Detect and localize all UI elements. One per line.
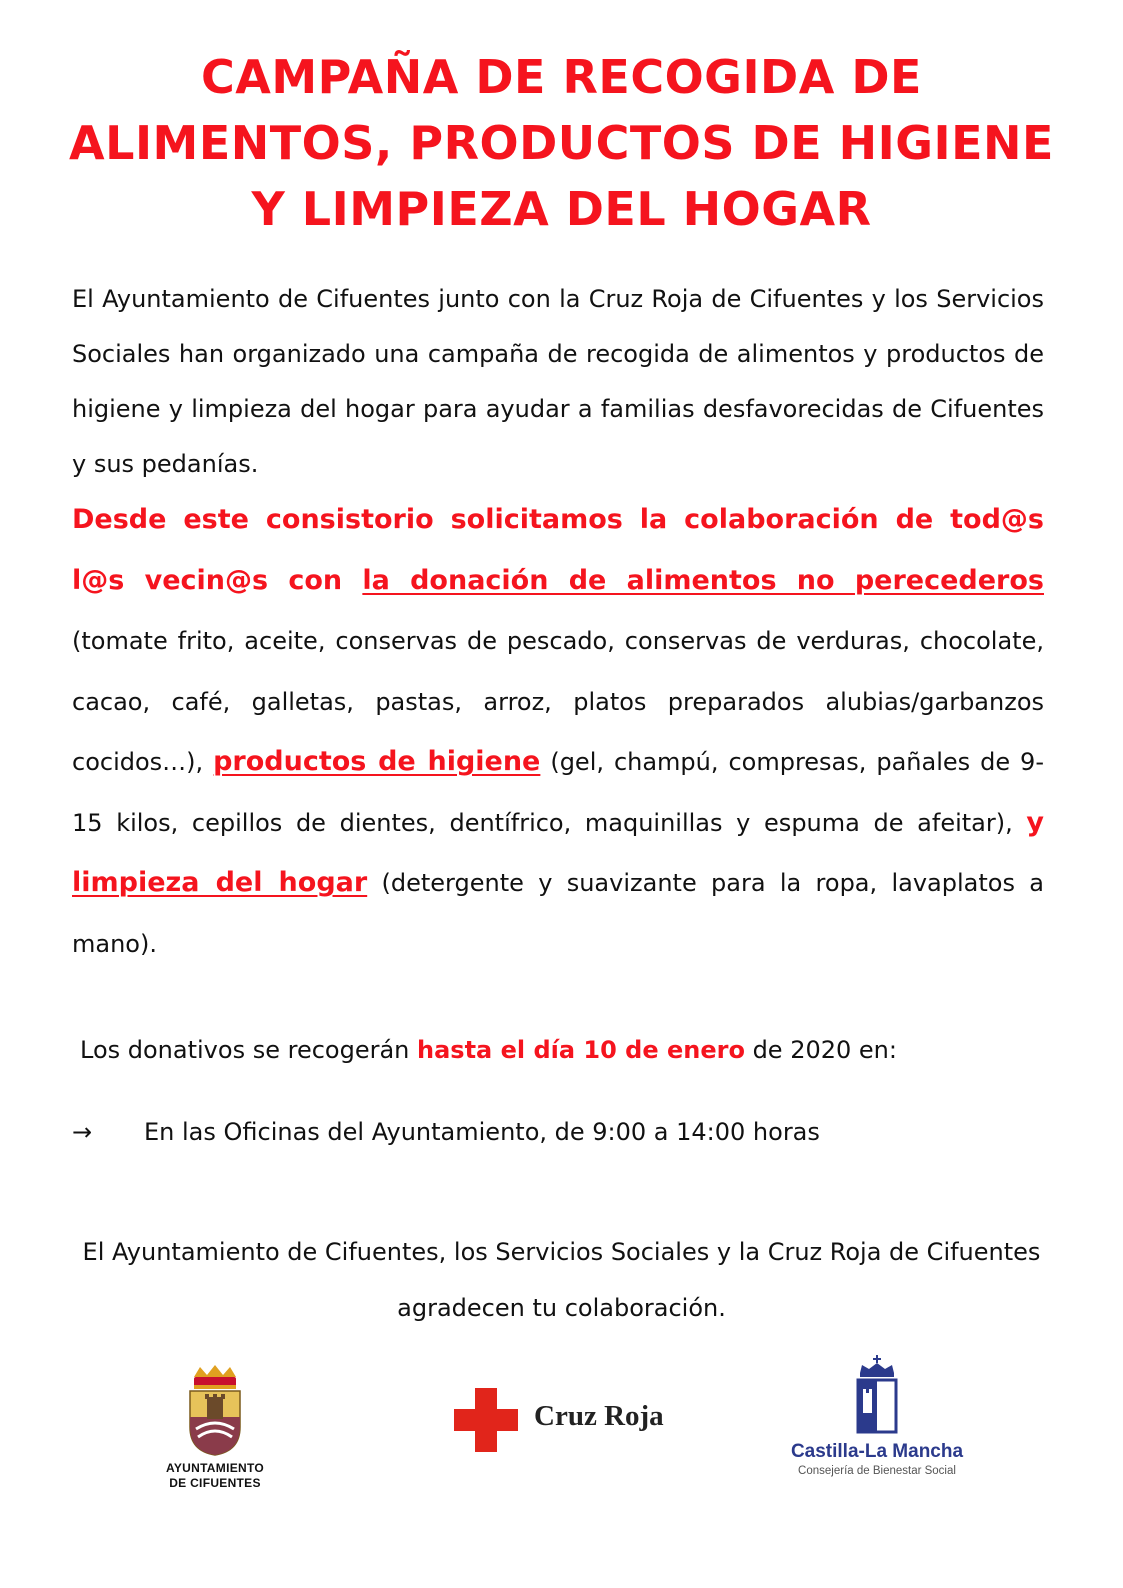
red-cross-icon (452, 1386, 520, 1454)
deadline-line (80, 1036, 897, 1064)
thanks-block (50, 1224, 1073, 1336)
clm-name: Castilla-La Mancha (790, 1441, 964, 1462)
cifuentes-caption-2: DE CIFUENTES (169, 1476, 261, 1490)
deadline-after: de 2020 en: (744, 1036, 897, 1064)
castilla-la-mancha-logo (782, 1355, 972, 1490)
deadline-highlight: hasta el día 10 de enero (417, 1036, 745, 1064)
title-line-1: CAMPAÑA DE RECOGIDA DE (201, 50, 922, 104)
thanks-line-2: agradecen tu colaboración. (397, 1294, 726, 1322)
cifuentes-logo (150, 1365, 280, 1505)
title-line-3: Y LIMPIEZA DEL HOGAR (251, 182, 872, 236)
appeal-paragraph (72, 490, 1044, 974)
title-line-2: ALIMENTOS, PRODUCTOS DE HIGIENE (69, 116, 1054, 170)
thanks-line-1: El Ayuntamiento de Cifuentes, los Servicios Sociales y la Cruz Roja de Cifuentes (82, 1238, 1041, 1266)
cifuentes-shield-icon (180, 1365, 250, 1457)
intro-paragraph: El Ayuntamiento de Cifuentes junto con la Cruz Roja de Cifuentes y los Servicios Sociales han organizado una campaña de recogida de alimentos y productos de higiene y limpieza del hogar para ayudar a familias desfavorecidas de Cifuentes y sus pedanías. (72, 285, 1044, 478)
cifuentes-caption-1: AYUNTAMIENTO (165, 1461, 265, 1475)
location-item (72, 1118, 820, 1146)
deadline-before: Los donativos se recogerán (80, 1036, 417, 1064)
food-donation-label: la donación de alimentos no perecederos (362, 564, 1044, 596)
location-text: En las Oficinas del Ayuntamiento, de 9:00 a 14:00 horas (144, 1118, 820, 1146)
clm-crest-icon (852, 1355, 902, 1437)
appeal-lead: Desde este consistorio solicitamos la colaboración de tod@s l@s vecin@s con (72, 504, 1044, 596)
cleaning-items: (detergente y suavizante para la ropa, lavaplatos a mano). (72, 869, 1044, 958)
poster-title (60, 44, 1063, 242)
cleaning-label: limpieza del hogar (72, 867, 368, 898)
food-items: (tomate frito, aceite, conservas de pescado, conservas de verduras, chocolate, cacao, café, galletas, pastas, arroz, platos preparados alubias/garbanzos cocidos…), (72, 627, 1044, 776)
hygiene-label: productos de higiene (213, 746, 541, 777)
arrow-icon: → (72, 1118, 93, 1146)
clm-subtitle: Consejería de Bienestar Social (798, 1465, 956, 1477)
cruz-roja-wordmark: Cruz Roja (534, 1400, 664, 1432)
hygiene-items: (gel, champú, compresas, pañales de 9-15 kilos, cepillos de dientes, dentífrico, maquinillas y espuma de afeitar), (72, 748, 1044, 837)
cruz-roja-logo (452, 1386, 662, 1466)
and-word: y (1026, 806, 1044, 838)
